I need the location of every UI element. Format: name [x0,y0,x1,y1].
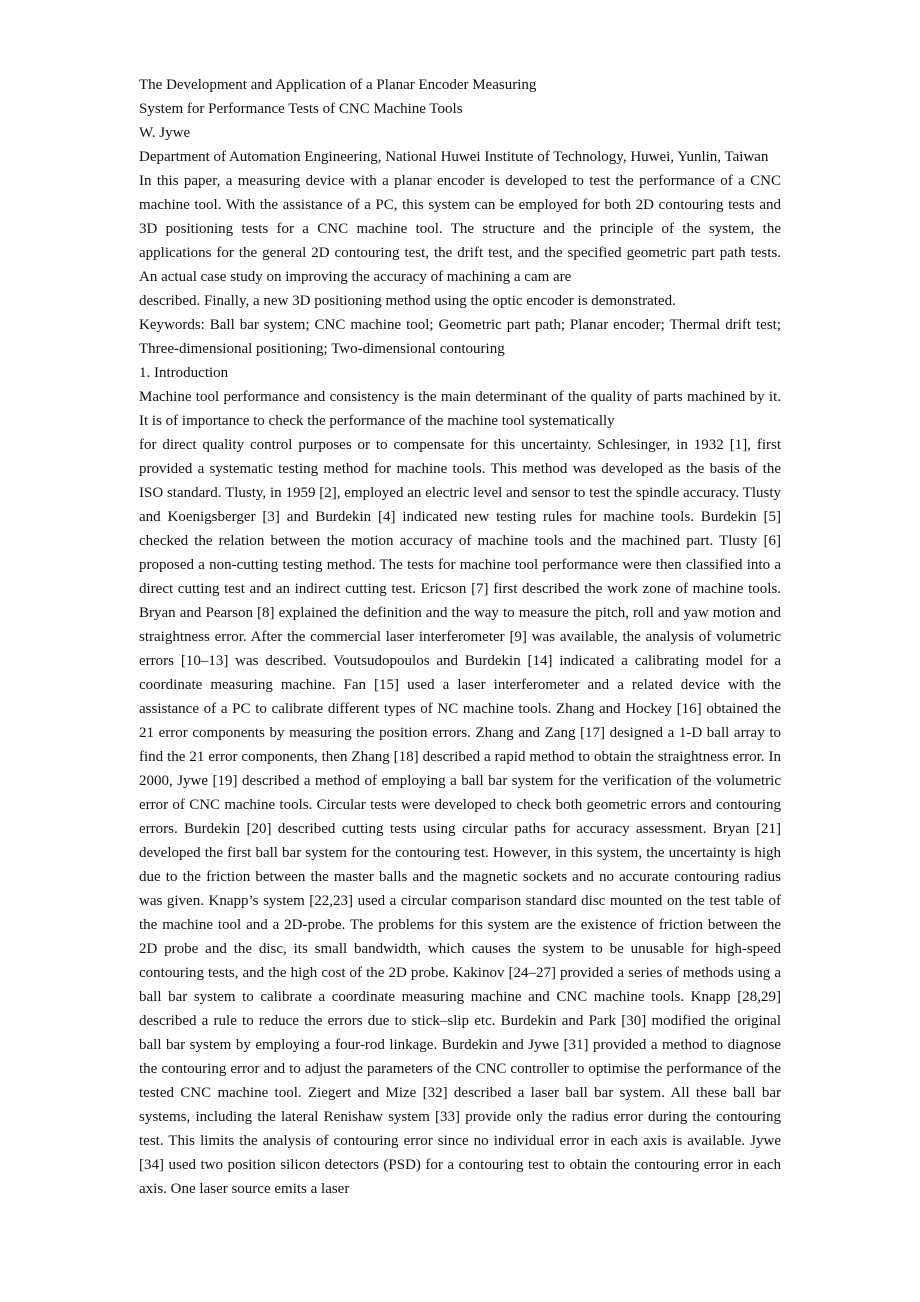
title-line-2: System for Performance Tests of CNC Machine Tools [139,101,463,117]
keywords: Keywords: Ball bar system; CNC machine tool; Geometric part path; Planar encoder; Thermal drift test; Three-dimensional positioning; Two-dimensional contouring [139,317,781,357]
intro-paragraph-part-2: for direct quality control purposes or to compensate for this uncertainty. Schlesinger, in 1932 [1], first provided a systematic testing method for machine tools. This method was developed as the basis of the ISO standard. Tlusty, in 1959 [2], employed an electric level and sensor to test the spindle accuracy. Tlusty and Koenigsberger [3] and Burdekin [4] indicated new testing rules for machine tools. Burdekin [5] checked the relation between the motion accuracy of machine tools and the machined part. Tlusty [6] proposed a non-cutting testing method. The tests for machine tool performance were then classified into a direct cutting test and an indirect cutting test. Ericson [7] first described the work zone of machine tools. Bryan and Pearson [8] explained the definition and the way to measure the pitch, roll and yaw motion and straightness error. After the commercial laser interferometer [9] was available, the analysis of volumetric errors [10–13] was described. Voutsudopoulos and Burdekin [14] indicated a calibrating model for a coordinate measuring machine. Fan [15] used a laser interferometer and a related device with the assistance of a PC to calibrate different types of NC machine tools. Zhang and Hockey [16] obtained the 21 error components by measuring the position errors. Zhang and Zang [17] designed a 1-D ball array to find the 21 error components, then Zhang [18] described a rapid method to obtain the straightness error. In 2000, Jywe [19] described a method of employing a ball bar system for the verification of the volumetric error of CNC machine tools. Circular tests were developed to check both geometric errors and contouring errors. Burdekin [20] described cutting tests using circular paths for accuracy assessment. Bryan [21] developed the first ball bar system for the contouring test. However, in this system, the uncertainty is high due to the friction between the master balls and the magnetic sockets and no accurate contouring radius was given. Knapp’s system [22,23] used a circular comparison standard disc mounted on the test table of the machine tool and a 2D-probe. The problems for this system are the existence of friction between the 2D probe and the disc, its small bandwidth, which causes the system to be unusable for high-speed contouring tests, and the high cost of the 2D probe. Kakinov [24–27] provided a series of methods using a ball bar system to calibrate a coordinate measuring machine and CNC machine tools. Knapp [28,29] described a rule to reduce the errors due to stick–slip etc. Burdekin and Park [30] modified the original ball bar system by employing a four-rod linkage. Burdekin and Jywe [31] provided a method to diagnose the contouring error and to adjust the parameters of the CNC controller to optimise the performance of the tested CNC machine tool. Ziegert and Mize [32] described a laser ball bar system. All these ball bar systems, including the lateral Renishaw system [33] provide only the radius error during the contouring test. This limits the analysis of contouring error since no individual error in each axis is available. Jywe [34] used two position silicon detectors (PSD) for a contouring test to obtain the contouring error in each axis. One laser source emits a laser [139,437,781,1197]
section-heading: 1. Introduction [139,365,229,381]
abstract-part-1: In this paper, a measuring device with a planar encoder is developed to test the performance of a CNC machine tool. With the assistance of a PC, this system can be employed for both 2D contouring tests and 3D positioning tests for a CNC machine tool. The structure and the principle of the system, the applications for the general 2D contouring test, the drift test, and the specified geometric part path tests. An actual case study on improving the accuracy of machining a cam are [139,173,781,285]
abstract-part-2: described. Finally, a new 3D positioning method using the optic encoder is demonstrated. [139,293,676,309]
author: W. Jywe [139,125,191,141]
document-page [139,73,781,1201]
title-line-1: The Development and Application of a Planar Encoder Measuring [139,77,537,93]
intro-paragraph-part-1: Machine tool performance and consistency is the main determinant of the quality of parts machined by it. It is of importance to check the performance of the machine tool systematically [139,389,781,429]
affiliation: Department of Automation Engineering, National Huwei Institute of Technology, Huwei, Yunlin, Taiwan [139,149,769,165]
